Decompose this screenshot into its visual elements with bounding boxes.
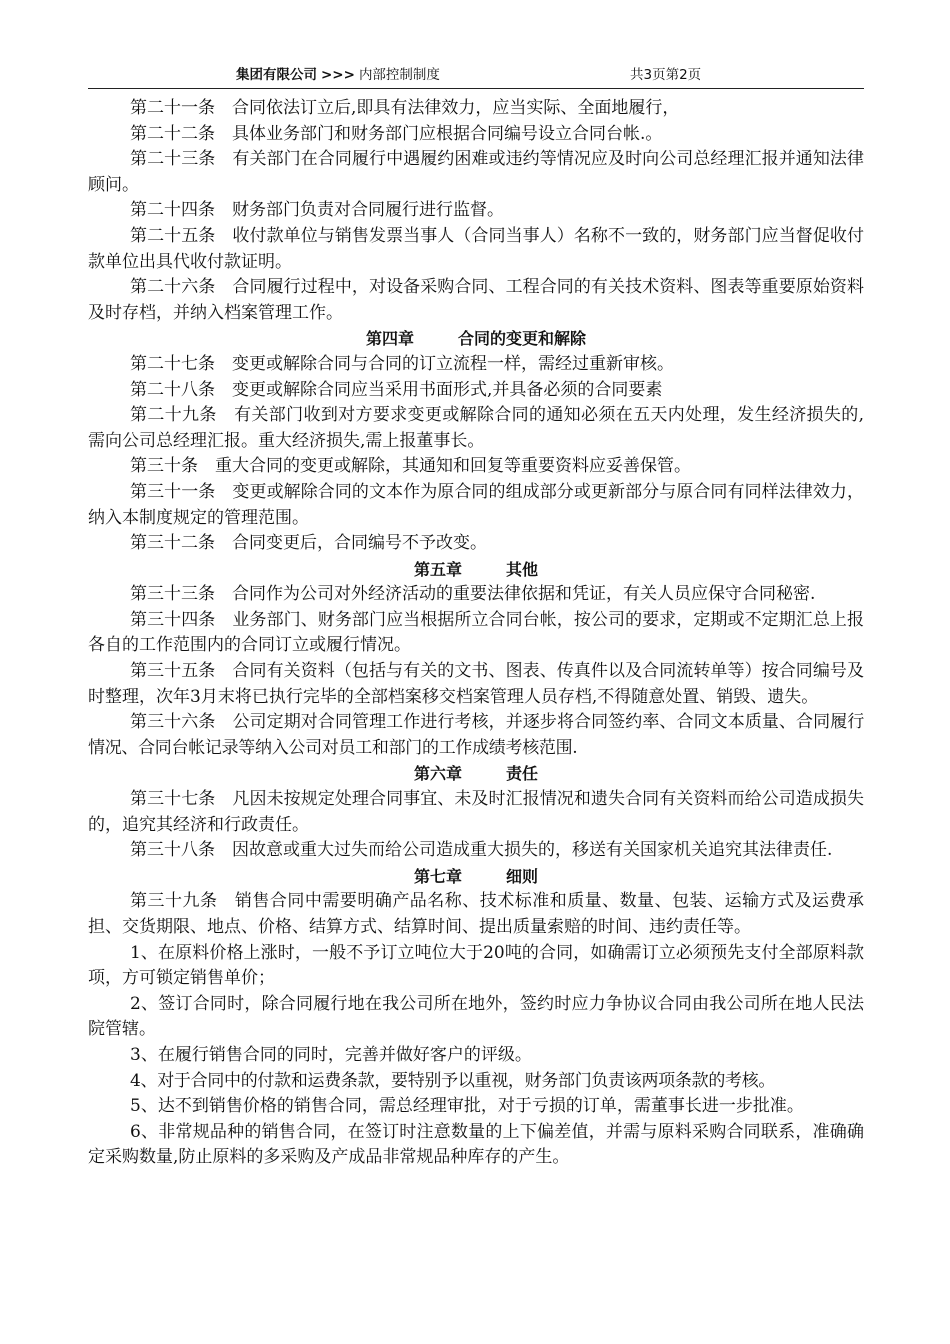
article-32: 第三十二条 合同变更后，合同编号不予改变。 <box>130 533 487 554</box>
detail-item-6: 6、非常规品种的销售合同，在签订时注意数量的上下偏差值，并需与原料采购合同联系，准确确定采购数量,防止原料的多采购及产成品非常规品种库存的产生。 <box>88 1121 864 1168</box>
article-36: 第三十六条 公司定期对合同管理工作进行考核，并逐步将合同签约率、合同文本质量、合同履行情况、合同台帐记录等纳入公司对员工和部门的工作成绩考核范围. <box>88 712 864 758</box>
article-22: 第二十二条 具体业务部门和财务部门应根据合同编号设立合同台帐.。 <box>130 123 663 144</box>
chapter-6-number: 第六章 <box>413 764 462 784</box>
chapter-5-title: 其他 <box>506 559 539 579</box>
chapter-4-heading <box>88 326 864 352</box>
document-body <box>88 96 864 1171</box>
article-29: 第二十九条 有关部门收到对方要求变更或解除合同的通知必须在五天内处理，发生经济损失的,需向公司总经理汇报。重大经济损失,需上报董事长。 <box>88 405 864 451</box>
article-25: 第二十五条 收付款单位与销售发票当事人（合同当事人）名称不一致的，财务部门应当督促收付款单位出具代收付款证明。 <box>88 225 864 272</box>
chapter-7-number: 第七章 <box>413 866 462 886</box>
article-33: 第三十三条 合同作为公司对外经济活动的重要法律依据和凭证，有关人员应保守合同秘密. <box>130 584 816 605</box>
article-26: 第二十六条 合同履行过程中，对设备采购合同、工程合同的有关技术资料、图表等重要原始资料及时存档，并纳入档案管理工作。 <box>88 277 864 323</box>
article-24: 第二十四条 财务部门负责对合同履行进行监督。 <box>130 200 504 221</box>
article-27: 第二十七条 变更或解除合同与合同的订立流程一样，需经过重新审核。 <box>130 353 674 374</box>
detail-item-3: 3、在履行销售合同的同时，完善并做好客户的评级。 <box>130 1044 532 1065</box>
chapter-6-title: 责任 <box>506 764 539 784</box>
detail-item-2: 2、签订合同时，除合同履行地在我公司所在地外，签约时应力争协议合同由我公司所在地人民法院管辖。 <box>88 993 864 1040</box>
header-page-info: 共3页第2页 <box>630 67 702 83</box>
article-38: 第三十八条 因故意或重大过失而给公司造成重大损失的，移送有关国家机关追究其法律责任. <box>130 840 833 861</box>
chapter-4-title: 合同的变更和解除 <box>458 329 587 349</box>
article-39: 第三十九条 销售合同中需要明确产品名称、技术标准和质量、数量、包装、运输方式及运费承担、交货期限、地点、价格、结算方式、结算时间、提出质量索赔的时间、违约责任等。 <box>88 891 864 937</box>
chapter-7-heading <box>88 864 864 890</box>
detail-item-5: 5、达不到销售价格的销售合同，需总经理审批，对于亏损的订单，需董事长进一步批准。 <box>130 1096 804 1117</box>
article-34: 第三十四条 业务部门、财务部门应当根据所立合同台帐，按公司的要求，定期或不定期汇总上报各自的工作范围内的合同订立或履行情况。 <box>88 609 864 656</box>
detail-item-4: 4、对于合同中的付款和运费条款，要特别予以重视，财务部门负责该两项条款的考核。 <box>130 1070 776 1091</box>
chapter-5-number: 第五章 <box>413 559 462 579</box>
article-28: 第二十八条 变更或解除合同应当采用书面形式,并具备必须的合同要素 <box>130 379 663 400</box>
header-separator: >>> <box>321 67 355 83</box>
chapter-4-number: 第四章 <box>365 329 414 349</box>
chapter-6-heading <box>88 761 864 787</box>
header-doc-title: 内部控制制度 <box>358 67 440 83</box>
article-35: 第三十五条 合同有关资料（包括与有关的文书、图表、传真件以及合同流转单等）按合同编号及时整理，次年3月末将已执行完毕的全部档案移交档案管理人员存档,不得随意处置、销毁、遗失。 <box>88 661 864 707</box>
article-37: 第三十七条 凡因未按规定处理合同事宜、未及时汇报情况和遗失合同有关资料而给公司造成损失的，追究其经济和行政责任。 <box>88 789 864 835</box>
article-30: 第三十条 重大合同的变更或解除，其通知和回复等重要资料应妥善保管。 <box>130 456 691 477</box>
company-name: 集团有限公司 <box>236 67 317 83</box>
article-31: 第三十一条 变更或解除合同的文本作为原合同的组成部分或更新部分与原合同有同样法律效力，纳入本制度规定的管理范围。 <box>88 481 864 528</box>
chapter-5-heading <box>88 557 864 583</box>
article-21: 第二十一条 合同依法订立后,即具有法律效力，应当实际、全面地履行， <box>130 98 680 118</box>
chapter-7-title: 细则 <box>506 866 539 886</box>
header-company <box>236 62 440 88</box>
page-header <box>88 62 864 89</box>
article-23: 第二十三条 有关部门在合同履行中遇履约困难或违约等情况应及时向公司总经理汇报并通知法律顾问。 <box>88 149 864 195</box>
detail-item-1: 1、在原料价格上涨时，一般不予订立吨位大于20吨的合同，如确需订立必须预先支付全部原料款项，方可锁定销售单价； <box>88 942 864 989</box>
